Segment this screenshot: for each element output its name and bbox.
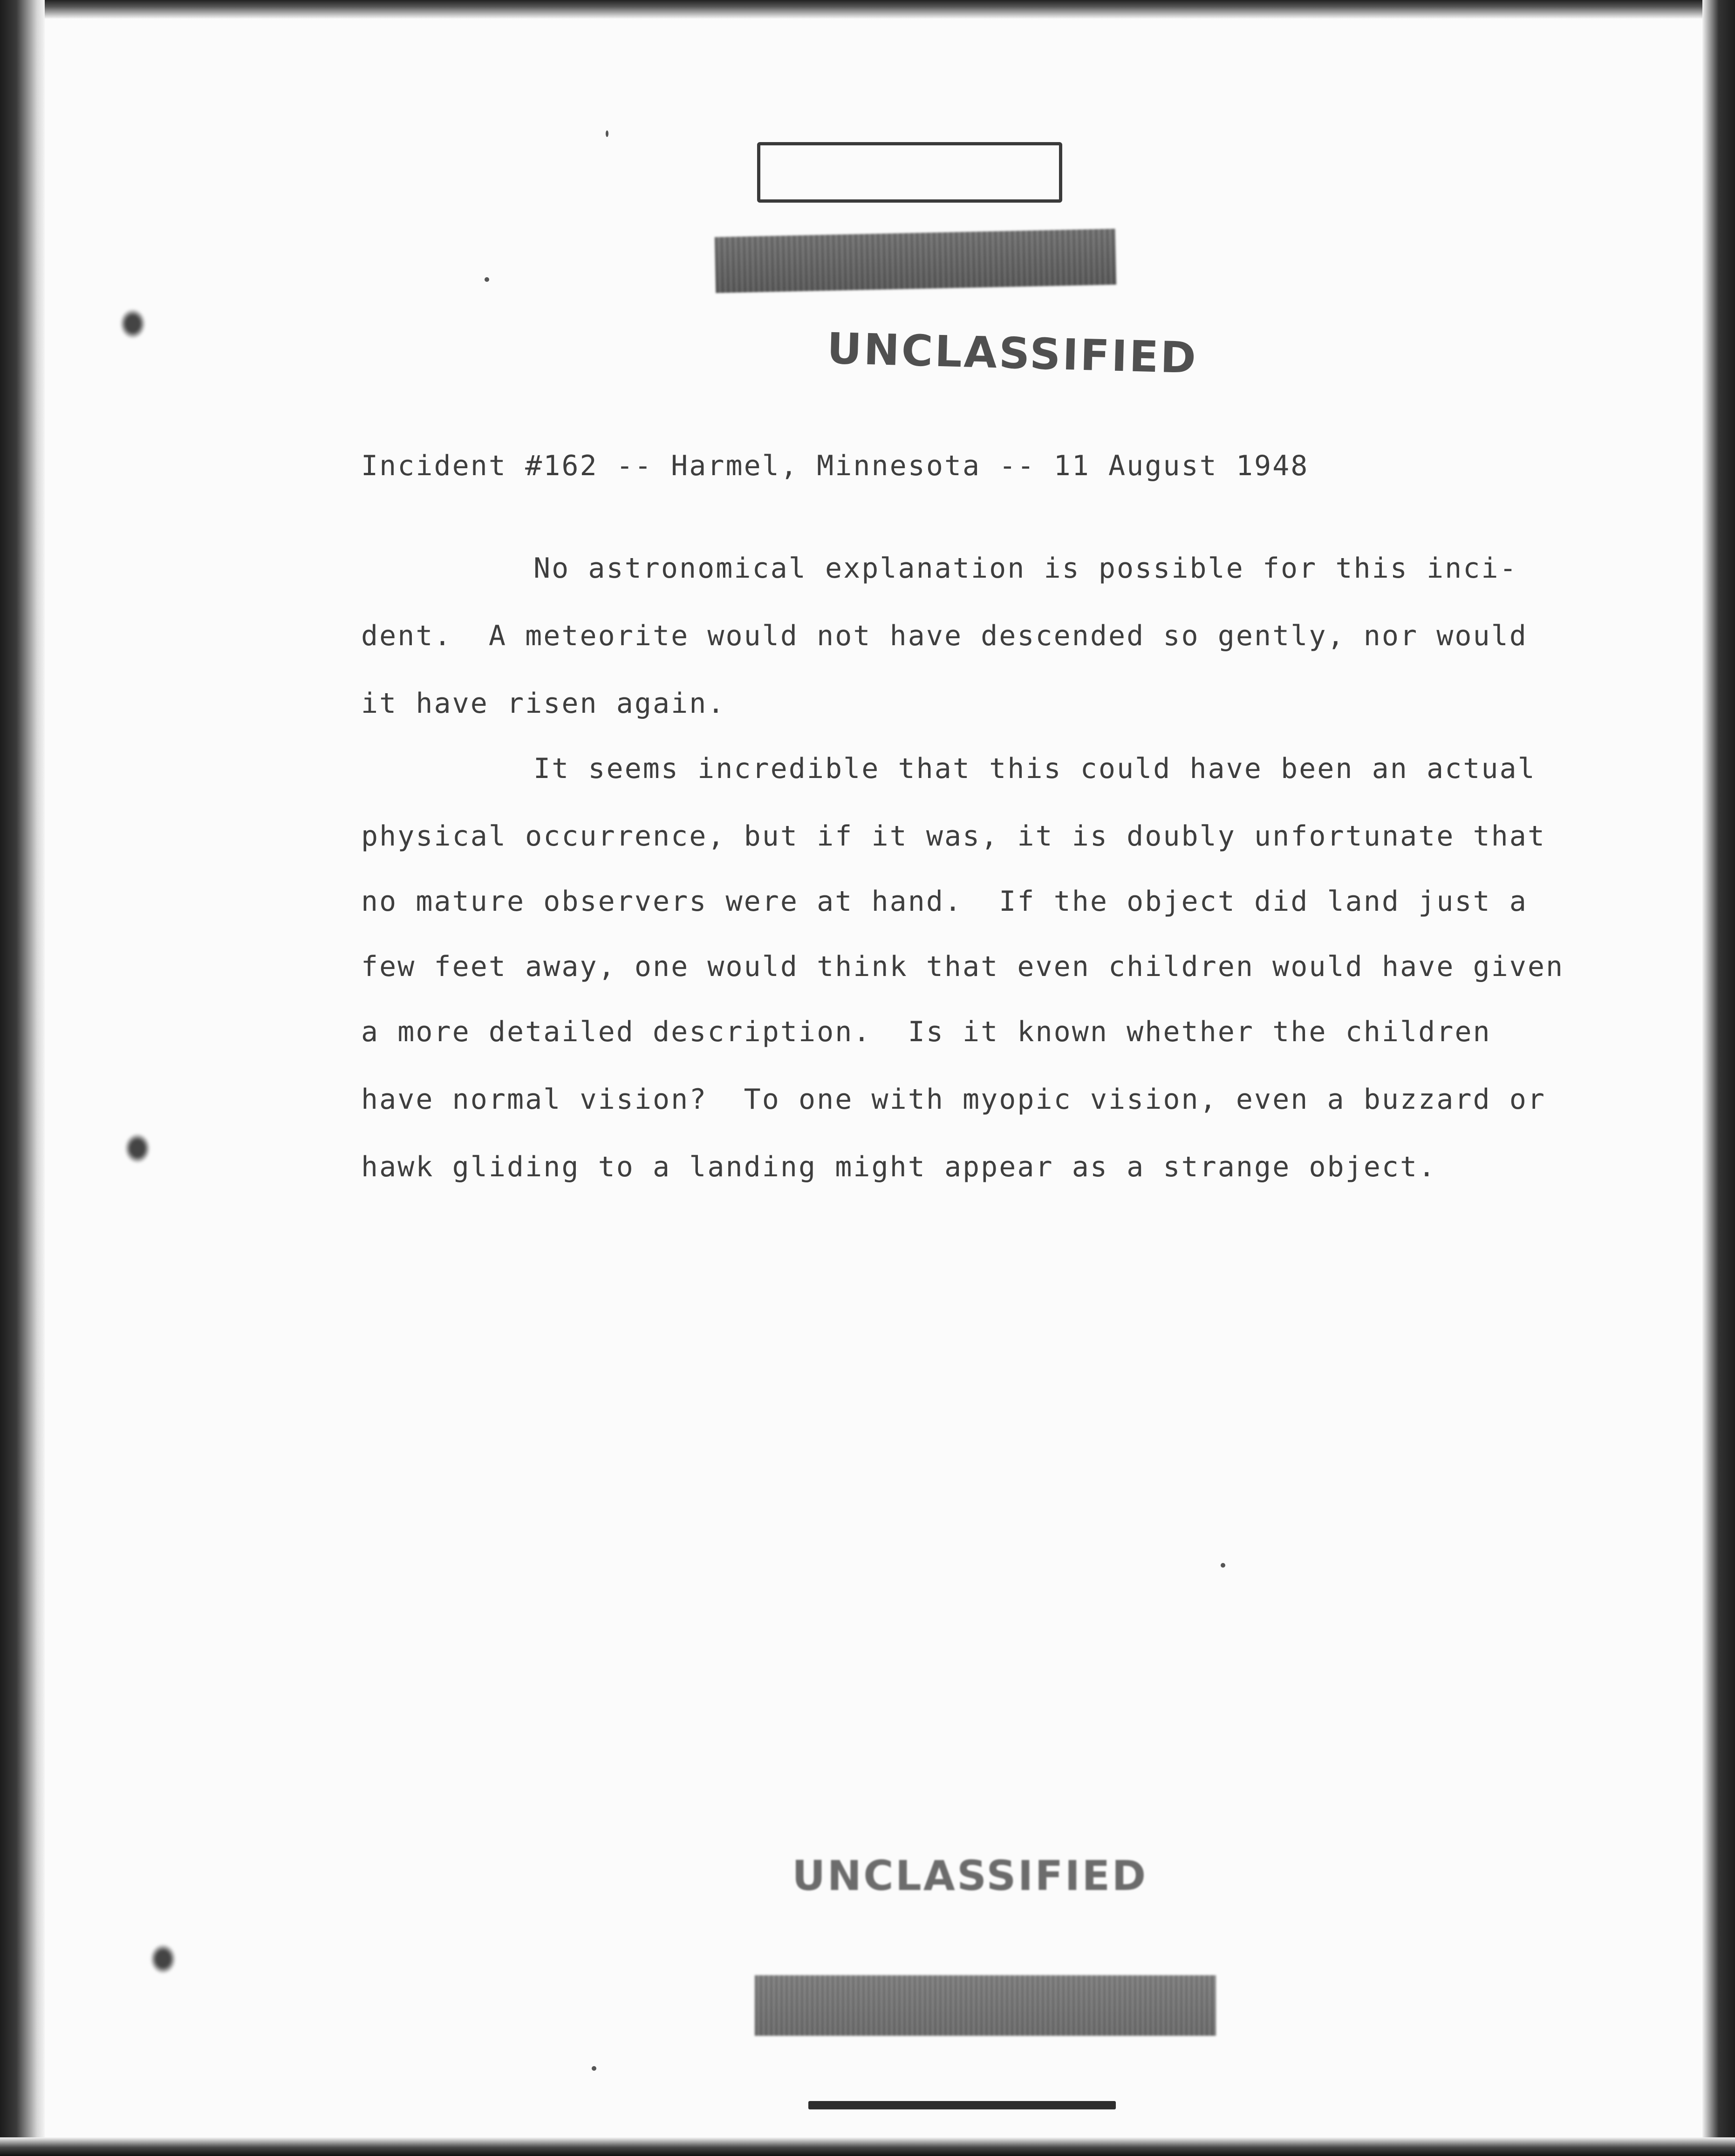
body-line-6: no mature observers were at hand. If the object did land just a [361, 885, 1528, 918]
binder-mark-middle [123, 1132, 151, 1165]
scan-speck [1221, 1563, 1225, 1568]
blank-classification-box [757, 142, 1062, 203]
body-line-2: dent. A meteorite would not have descended so gently, nor would [361, 620, 1528, 652]
body-line-9: have normal vision? To one with myopic vision, even a buzzard or [361, 1083, 1546, 1116]
body-line-1: No astronomical explanation is possible for this inci- [533, 552, 1518, 585]
body-line-10: hawk gliding to a landing might appear as a strange object. [361, 1151, 1437, 1183]
bottom-rule [808, 2101, 1116, 2109]
scan-edge-top [0, 0, 1735, 19]
scan-edge-right [1702, 0, 1735, 2156]
body-line-3: it have risen again. [361, 687, 726, 720]
binder-mark-top [119, 307, 147, 340]
redacted-stamp-top [715, 229, 1116, 293]
binder-mark-bottom [149, 1943, 177, 1975]
body-line-7: few feet away, one would think that even children would have given [361, 950, 1564, 983]
unclassified-stamp-bottom: UNCLASSIFIED [792, 1852, 1148, 1900]
redacted-stamp-bottom [755, 1975, 1216, 2036]
scan-edge-left [0, 0, 45, 2156]
body-line-8: a more detailed description. Is it known whether the children [361, 1016, 1491, 1048]
scan-speck [606, 130, 608, 137]
scan-speck [592, 2066, 596, 2071]
scan-speck [485, 277, 489, 282]
incident-heading: Incident #162 -- Harmel, Minnesota -- 11 August 1948 [361, 450, 1309, 482]
unclassified-stamp-top: UNCLASSIFIED [826, 323, 1199, 383]
body-line-5: physical occurrence, but if it was, it is doubly unfortunate that [361, 820, 1546, 853]
scan-edge-bottom [0, 2137, 1735, 2156]
body-line-4: It seems incredible that this could have been an actual [533, 752, 1536, 785]
